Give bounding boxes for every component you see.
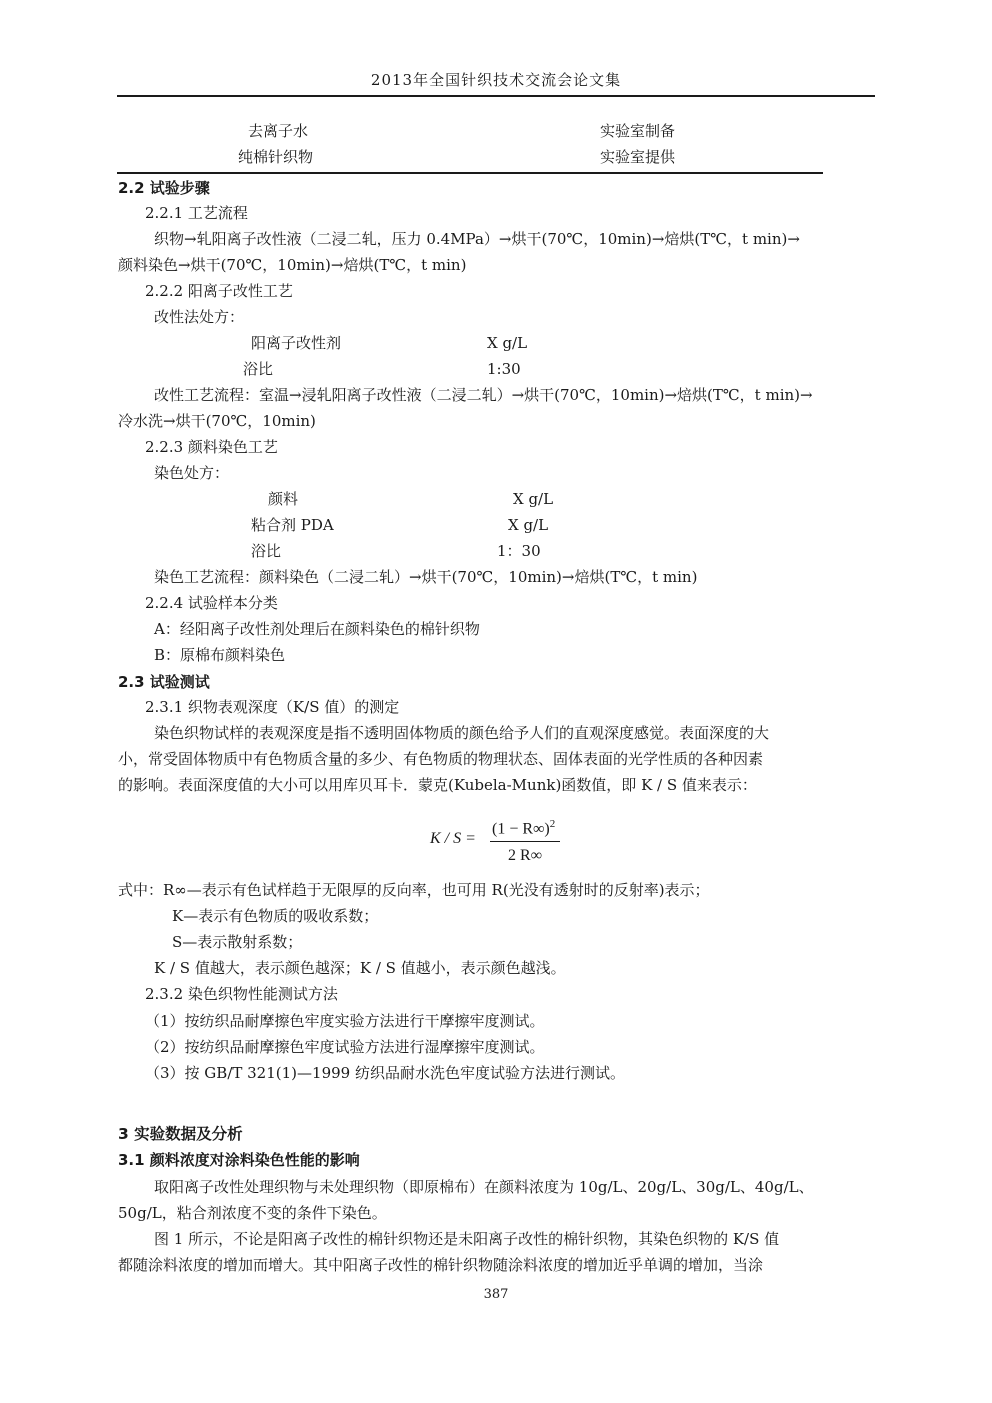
section-3-heading: 3 实验数据及分析 bbox=[118, 1125, 243, 1143]
section-2-2-1-heading: 2.2.1 工艺流程 bbox=[145, 204, 248, 222]
material-name-1: 去离子水 bbox=[248, 122, 309, 140]
section-3-1-heading: 3.1 颜料浓度对涂料染色性能的影响 bbox=[118, 1151, 360, 1169]
def-k: K—表示有色物质的吸收系数； bbox=[172, 907, 379, 925]
modification-recipe-item-1: 阳离子改性剂 bbox=[251, 334, 342, 352]
section-2-2-2-heading: 2.2.2 阳离子改性工艺 bbox=[145, 282, 293, 300]
test-method-3: （3）按 GB/T 321(1)—1999 纺织品耐水洗色牢度试验方法进行测试。 bbox=[145, 1064, 625, 1082]
sample-b: B：原棉布颜料染色 bbox=[154, 646, 286, 664]
dyeing-recipe-item-1: 颜料 bbox=[268, 490, 299, 508]
dyeing-recipe-amount-2: X g/L bbox=[508, 516, 549, 534]
running-header: 2013年全国针织技术交流会论文集 bbox=[370, 71, 622, 89]
formula-fraction-bar bbox=[490, 841, 560, 842]
modification-recipe-label: 改性法处方： bbox=[154, 308, 245, 326]
section-3-1-p2-line-2: 都随涂料浓度的增加而增大。其中阳离子改性的棉针织物随涂料浓度的增加近乎单调的增加，当涂 bbox=[118, 1256, 764, 1274]
dyeing-recipe-amount-1: X g/L bbox=[513, 490, 554, 508]
material-name-2: 纯棉针织物 bbox=[238, 148, 314, 166]
ks-interpretation: K / S 值越大，表示颜色越深；K / S 值越小，表示颜色越浅。 bbox=[154, 959, 566, 977]
process-flow-line-2: 颜料染色→烘干(70℃，10min)→焙烘(T℃，t min) bbox=[118, 256, 467, 274]
table-bottom-rule bbox=[117, 172, 823, 174]
modification-flow-line-1: 改性工艺流程：室温→浸轧阳离子改性液（二浸二轧）→烘干(70℃，10min)→焙烘(T℃，t min)→ bbox=[154, 386, 813, 404]
modification-recipe-amount-1: X g/L bbox=[487, 334, 528, 352]
dyeing-recipe-item-3: 浴比 bbox=[251, 542, 282, 560]
dyeing-flow: 染色工艺流程：颜料染色（二浸二轧）→烘干(70℃，10min)→焙烘(T℃，t min) bbox=[154, 568, 698, 586]
process-flow-line-1: 织物→轧阳离子改性液（二浸二轧，压力 0.4MPa）→烘干(70℃，10min)→焙烘(T℃，t min)→ bbox=[154, 230, 800, 248]
section-2-3-heading: 2.3 试验测试 bbox=[118, 673, 210, 691]
section-2-3-1-heading: 2.3.1 织物表观深度（K/S 值）的测定 bbox=[145, 698, 400, 716]
ks-paragraph-line-3: 的影响。表面深度值的大小可以用库贝耳卡．蒙克(Kubela-Munk)函数值，即 K / S 值来表示： bbox=[118, 776, 757, 794]
section-3-1-p1-line-1: 取阳离子改性处理织物与未处理织物（即原棉布）在颜料浓度为 10g/L、20g/L、30g/L、40g/L、 bbox=[154, 1178, 814, 1196]
section-3-1-p1-line-2: 50g/L，粘合剂浓度不变的条件下染色。 bbox=[118, 1204, 387, 1222]
modification-recipe-amount-2: 1:30 bbox=[487, 360, 521, 378]
section-2-2-3-heading: 2.2.3 颜料染色工艺 bbox=[145, 438, 278, 456]
section-2-2-heading: 2.2 试验步骤 bbox=[118, 179, 210, 197]
section-3-1-p2-line-1: 图 1 所示，不论是阳离子改性的棉针织物还是未阳离子改性的棉针织物，其染色织物的 K/S 值 bbox=[154, 1230, 780, 1248]
test-method-2: （2）按纺织品耐摩擦色牢度试验方法进行湿摩擦牢度测试。 bbox=[145, 1038, 545, 1056]
ks-paragraph-line-1: 染色织物试样的表观深度是指不透明固体物质的颜色给予人们的直观深度感觉。表面深度的大 bbox=[154, 724, 770, 742]
formula-lhs: K / S = bbox=[430, 830, 476, 847]
dyeing-recipe-amount-3: 1：30 bbox=[497, 542, 541, 560]
formula-exponent: 2 bbox=[549, 818, 556, 830]
modification-flow-line-2: 冷水洗→烘干(70℃，10min) bbox=[118, 412, 316, 430]
modification-recipe-item-2: 浴比 bbox=[243, 360, 274, 378]
section-2-2-4-heading: 2.2.4 试验样本分类 bbox=[145, 594, 278, 612]
def-r-infinity: 式中：R∞—表示有色试样趋于无限厚的反向率，也可用 R(光没有透射时的反射率)表示； bbox=[118, 881, 710, 899]
material-source-2: 实验室提供 bbox=[600, 148, 676, 166]
formula-denominator: 2 R∞ bbox=[508, 847, 543, 864]
header-rule bbox=[117, 95, 875, 97]
def-s: S—表示散射系数； bbox=[172, 933, 303, 951]
ks-paragraph-line-2: 小，常受固体物质中有色物质含量的多少、有色物质的物理状态、固体表面的光学性质的各种因素 bbox=[118, 750, 764, 768]
test-method-1: （1）按纺织品耐摩擦色牢度实验方法进行干摩擦牢度测试。 bbox=[145, 1012, 545, 1030]
formula-numerator: $(1 - R\infty)^2$ bbox=[492, 818, 556, 838]
sample-a: A：经阳离子改性剂处理后在颜料染色的棉针织物 bbox=[154, 620, 480, 638]
dyeing-recipe-label: 染色处方： bbox=[154, 464, 230, 482]
dyeing-recipe-item-2: 粘合剂 PDA bbox=[251, 516, 334, 534]
section-2-3-2-heading: 2.3.2 染色织物性能测试方法 bbox=[145, 985, 338, 1003]
material-source-1: 实验室制备 bbox=[600, 122, 676, 140]
page-number: 387 bbox=[483, 1287, 509, 1302]
